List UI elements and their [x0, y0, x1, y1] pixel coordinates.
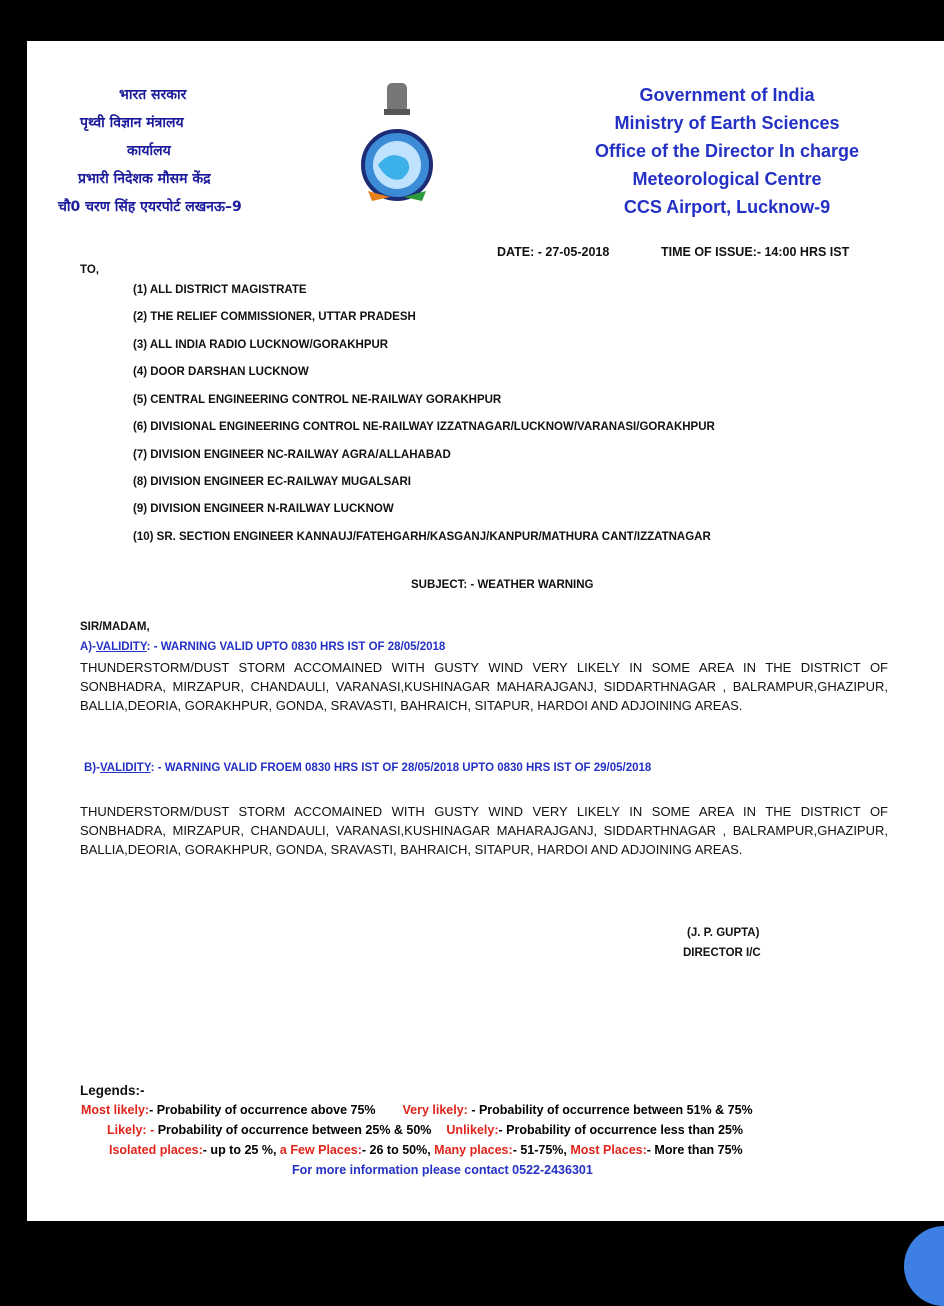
- legend-most-likely-def: - Probability of occurrence above 75%: [149, 1103, 376, 1117]
- english-line-2: Ministry of Earth Sciences: [614, 113, 840, 133]
- english-header: [527, 85, 927, 225]
- validity-a-prefix: A)-: [80, 641, 96, 653]
- recipient-item: (10) SR. SECTION ENGINEER KANNAUJ/FATEHGARH/KASGANJ/KANPUR/MATHURA CANT/IZZATNAGAR: [133, 531, 711, 543]
- signatory-title: DIRECTOR I/C: [683, 947, 761, 959]
- hindi-line-4: प्रभारी निदेशक मौसम केंद्र: [78, 171, 211, 187]
- legend-most-likely-term: Most likely:: [81, 1103, 150, 1117]
- legend-very-likely-term: Very likely:: [402, 1103, 468, 1117]
- contact-line: For more information please contact 0522-2436301: [292, 1163, 593, 1177]
- legend-isolated-term: Isolated places:: [109, 1143, 203, 1157]
- recipient-item: (4) DOOR DARSHAN LUCKNOW: [133, 366, 309, 378]
- legend-few-term: a Few Places:: [279, 1143, 362, 1157]
- legend-few-def: - 26 to 50%,: [361, 1143, 431, 1157]
- legend-row-2: [107, 1123, 743, 1137]
- legend-row-3: [109, 1143, 743, 1157]
- validity-a-rest: : - WARNING VALID UPTO 0830 HRS IST OF 28/05/2018: [146, 641, 446, 653]
- recipient-item: (9) DIVISION ENGINEER N-RAILWAY LUCKNOW: [133, 503, 394, 515]
- english-line-5: CCS Airport, Lucknow-9: [623, 197, 831, 217]
- validity-b-word: VALIDITY: [99, 762, 151, 774]
- document-page: [27, 41, 944, 1221]
- legend-likely-term: Likely: -: [107, 1123, 155, 1137]
- floating-action-button[interactable]: [904, 1226, 944, 1306]
- legend-unlikely-term: Unlikely:: [446, 1123, 499, 1137]
- issue-date: DATE: - 27-05-2018: [497, 245, 610, 259]
- hindi-line-2: पृथ्वी विज्ञान मंत्रालय: [80, 115, 184, 131]
- legend-very-likely-def: - Probability of occurrence between 51% & 75%: [467, 1103, 753, 1117]
- legend-many-def: - 51-75%,: [512, 1143, 567, 1157]
- recipient-item: (7) DIVISION ENGINEER NC-RAILWAY AGRA/ALLAHABAD: [133, 449, 451, 461]
- issue-time: TIME OF ISSUE:- 14:00 HRS IST: [661, 245, 850, 259]
- hindi-line-3: कार्यालय: [127, 143, 171, 159]
- hindi-line-1: भारत सरकार: [119, 87, 187, 103]
- validity-a-line: [80, 641, 445, 653]
- english-line-4: Meteorological Centre: [632, 169, 822, 189]
- recipient-item: (8) DIVISION ENGINEER EC-RAILWAY MUGALSARI: [133, 476, 411, 488]
- recipient-item: (6) DIVISIONAL ENGINEERING CONTROL NE-RAILWAY IZZATNAGAR/LUCKNOW/VARANASI/GORAKHPUR: [133, 421, 715, 433]
- validity-b-prefix: B)-: [84, 762, 100, 774]
- legend-most-places-def: - More than 75%: [646, 1143, 743, 1157]
- validity-b-rest: : - WARNING VALID FROEM 0830 HRS IST OF 28/05/2018 UPTO 0830 HRS IST OF 29/05/2018: [150, 762, 652, 774]
- legends-title: Legends:-: [80, 1083, 145, 1098]
- legend-most-places-term: Most Places:: [570, 1143, 647, 1157]
- recipient-item: (5) CENTRAL ENGINEERING CONTROL NE-RAILWAY GORAKHPUR: [133, 394, 502, 406]
- section-b-text: THUNDERSTORM/DUST STORM ACCOMAINED WITH GUSTY WIND VERY LIKELY IN SOME AREA IN THE DISTRICT OF SONBHADRA, MIRZAPUR, CHANDAULI, VARANASI,KUSHINAGAR MAHARAJGANJ, SIDDARTHNAGAR , BALRAMPUR,GHAZIPUR, BALLIA,DEORIA, GORAKHPUR, GONDA, SRAVASTI, BAHRAICH, SITAPUR, HARDOI AND ADJOINING AREAS.: [80, 804, 888, 857]
- subject-line: SUBJECT: - WEATHER WARNING: [411, 579, 594, 591]
- recipient-item: (3) ALL INDIA RADIO LUCKNOW/GORAKHPUR: [133, 339, 389, 351]
- legend-row-1: [81, 1103, 753, 1117]
- salutation: SIR/MADAM,: [80, 621, 150, 633]
- recipient-item: (1) ALL DISTRICT MAGISTRATE: [133, 284, 307, 296]
- section-a-text: THUNDERSTORM/DUST STORM ACCOMAINED WITH GUSTY WIND VERY LIKELY IN SOME AREA IN THE DISTRICT OF SONBHADRA, MIRZAPUR, CHANDAULI, VARANASI,KUSHINAGAR MAHARAJGANJ, SIDDARTHNAGAR , BALRAMPUR,GHAZIPUR, BALLIA,DEORIA, GORAKHPUR, GONDA, SRAVASTI, BAHRAICH, SITAPUR, HARDOI AND ADJOINING AREAS.: [80, 660, 888, 713]
- legend-many-term: Many places:: [434, 1143, 513, 1157]
- recipient-item: (2) THE RELIEF COMMISSIONER, UTTAR PRADESH: [133, 311, 416, 323]
- validity-b-line: [84, 762, 651, 774]
- legend-unlikely-def: - Probability of occurrence less than 25%: [498, 1123, 744, 1137]
- emblem-icon: [360, 79, 435, 203]
- legend-isolated-def: - up to 25 %,: [202, 1143, 277, 1157]
- english-line-1: Government of India: [639, 85, 815, 105]
- signatory-name: (J. P. GUPTA): [687, 927, 760, 939]
- hindi-line-5: चौ0 चरण सिंह एयरपोर्ट लखनऊ–9: [58, 199, 242, 215]
- to-label: TO,: [80, 264, 99, 276]
- validity-a-word: VALIDITY: [95, 641, 147, 653]
- ministry-emblem: [360, 79, 435, 203]
- legend-likely-def: Probability of occurrence between 25% & 50%: [154, 1123, 432, 1137]
- english-line-3: Office of the Director In charge: [594, 141, 860, 161]
